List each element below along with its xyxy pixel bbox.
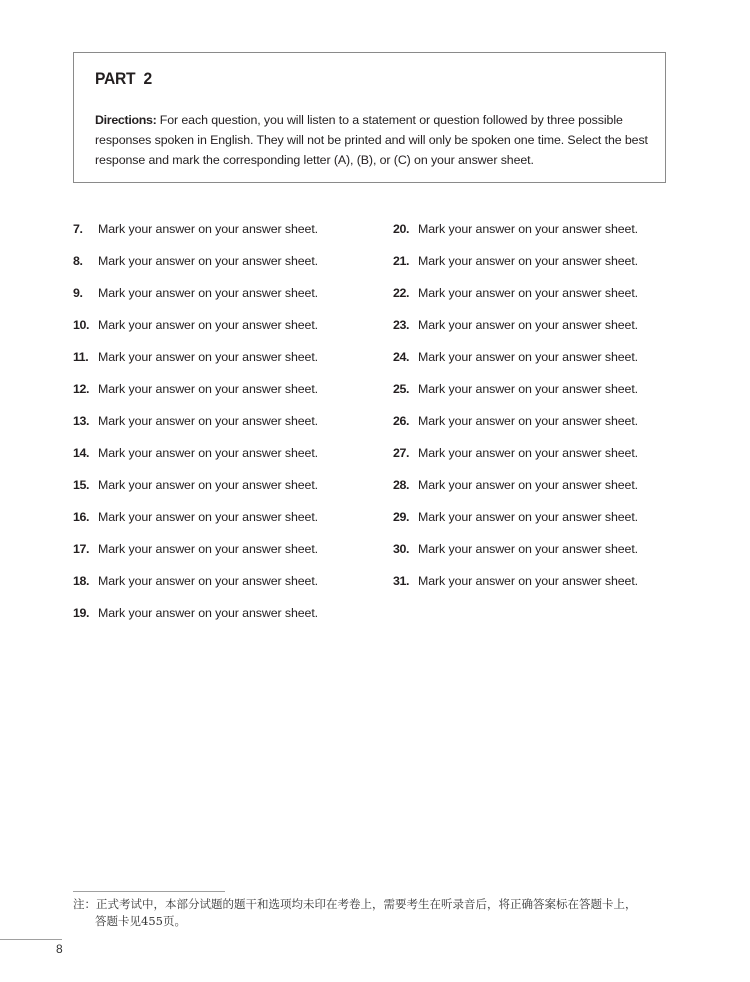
- question-item: [393, 222, 638, 254]
- directions-box: [73, 52, 666, 183]
- question-number: 22.: [393, 286, 410, 300]
- question-item: [393, 478, 638, 510]
- directions-body: For each question, you will listen to a statement or question followed by three possible responses spoken in English. They will not be printed and will only be spoken one time. Select the best response and mark the corresponding letter (A), (B), or (C) on your answer sheet.: [95, 113, 648, 167]
- question-item: [393, 382, 638, 414]
- question-item: [393, 350, 638, 382]
- question-number: 24.: [393, 350, 410, 364]
- part-title: PART 2: [95, 69, 152, 88]
- question-number: 25.: [393, 382, 410, 396]
- question-item: [393, 318, 638, 350]
- questions-right-column: [393, 222, 638, 606]
- question-number: 13.: [73, 414, 90, 428]
- footnote-line-1: 注：正式考试中，本部分试题的题干和选项均未印在考卷上，需要考生在听录音后，将正确答案标在答题卡上，: [73, 897, 637, 911]
- question-number: 28.: [393, 478, 410, 492]
- footnote-line-2: 答题卡见455页。: [95, 914, 186, 928]
- question-text: Mark your answer on your answer sheet.: [418, 318, 639, 332]
- question-text: Mark your answer on your answer sheet.: [98, 254, 319, 268]
- question-text: Mark your answer on your answer sheet.: [418, 382, 639, 396]
- directions-label: Directions:: [95, 113, 157, 127]
- question-item: [393, 574, 638, 606]
- question-number: 26.: [393, 414, 410, 428]
- question-text: Mark your answer on your answer sheet.: [98, 222, 319, 236]
- question-number: 10.: [73, 318, 90, 332]
- question-number: 27.: [393, 446, 410, 460]
- question-number: 18.: [73, 574, 90, 588]
- question-number: 30.: [393, 542, 410, 556]
- question-number: 12.: [73, 382, 90, 396]
- question-item: [73, 542, 318, 574]
- question-item: [73, 446, 318, 478]
- question-item: [73, 222, 318, 254]
- question-number: 11.: [73, 350, 89, 364]
- question-item: [73, 478, 318, 510]
- question-number: 15.: [73, 478, 90, 492]
- question-item: [73, 254, 318, 286]
- question-text: Mark your answer on your answer sheet.: [418, 574, 639, 588]
- question-text: Mark your answer on your answer sheet.: [418, 254, 639, 268]
- question-item: [393, 414, 638, 446]
- question-number: 7.: [73, 222, 83, 236]
- question-item: [73, 286, 318, 318]
- question-text: Mark your answer on your answer sheet.: [418, 286, 639, 300]
- questions-left-column: [73, 222, 318, 638]
- question-number: 17.: [73, 542, 90, 556]
- question-text: Mark your answer on your answer sheet.: [418, 446, 639, 460]
- question-text: Mark your answer on your answer sheet.: [98, 318, 319, 332]
- page-number-rule: [0, 939, 62, 940]
- question-text: Mark your answer on your answer sheet.: [98, 542, 319, 556]
- question-item: [73, 510, 318, 542]
- question-number: 14.: [73, 446, 90, 460]
- question-text: Mark your answer on your answer sheet.: [418, 222, 639, 236]
- question-text: Mark your answer on your answer sheet.: [418, 414, 639, 428]
- question-text: Mark your answer on your answer sheet.: [418, 542, 639, 556]
- question-number: 29.: [393, 510, 410, 524]
- question-item: [393, 254, 638, 286]
- question-number: 20.: [393, 222, 410, 236]
- question-number: 9.: [73, 286, 83, 300]
- question-number: 19.: [73, 606, 90, 620]
- question-item: [73, 606, 318, 638]
- question-item: [73, 382, 318, 414]
- question-text: Mark your answer on your answer sheet.: [98, 510, 319, 524]
- question-item: [73, 350, 318, 382]
- footnote-divider: [73, 891, 225, 892]
- question-text: Mark your answer on your answer sheet.: [418, 350, 639, 364]
- question-number: 31.: [393, 574, 410, 588]
- question-number: 21.: [393, 254, 410, 268]
- question-text: Mark your answer on your answer sheet.: [418, 510, 639, 524]
- question-item: [393, 286, 638, 318]
- question-number: 16.: [73, 510, 90, 524]
- question-item: [73, 574, 318, 606]
- question-text: Mark your answer on your answer sheet.: [98, 606, 319, 620]
- question-text: Mark your answer on your answer sheet.: [418, 478, 639, 492]
- question-number: 8.: [73, 254, 83, 268]
- question-text: Mark your answer on your answer sheet.: [98, 382, 319, 396]
- question-item: [393, 542, 638, 574]
- question-item: [393, 510, 638, 542]
- question-text: Mark your answer on your answer sheet.: [98, 286, 319, 300]
- footnote: [73, 896, 673, 930]
- question-number: 23.: [393, 318, 410, 332]
- question-item: [73, 318, 318, 350]
- page-number: 8: [56, 942, 63, 956]
- question-text: Mark your answer on your answer sheet.: [98, 414, 319, 428]
- question-text: Mark your answer on your answer sheet.: [98, 350, 319, 364]
- directions-text: [95, 110, 655, 170]
- question-item: [393, 446, 638, 478]
- question-text: Mark your answer on your answer sheet.: [98, 446, 319, 460]
- question-text: Mark your answer on your answer sheet.: [98, 478, 319, 492]
- question-text: Mark your answer on your answer sheet.: [98, 574, 319, 588]
- question-item: [73, 414, 318, 446]
